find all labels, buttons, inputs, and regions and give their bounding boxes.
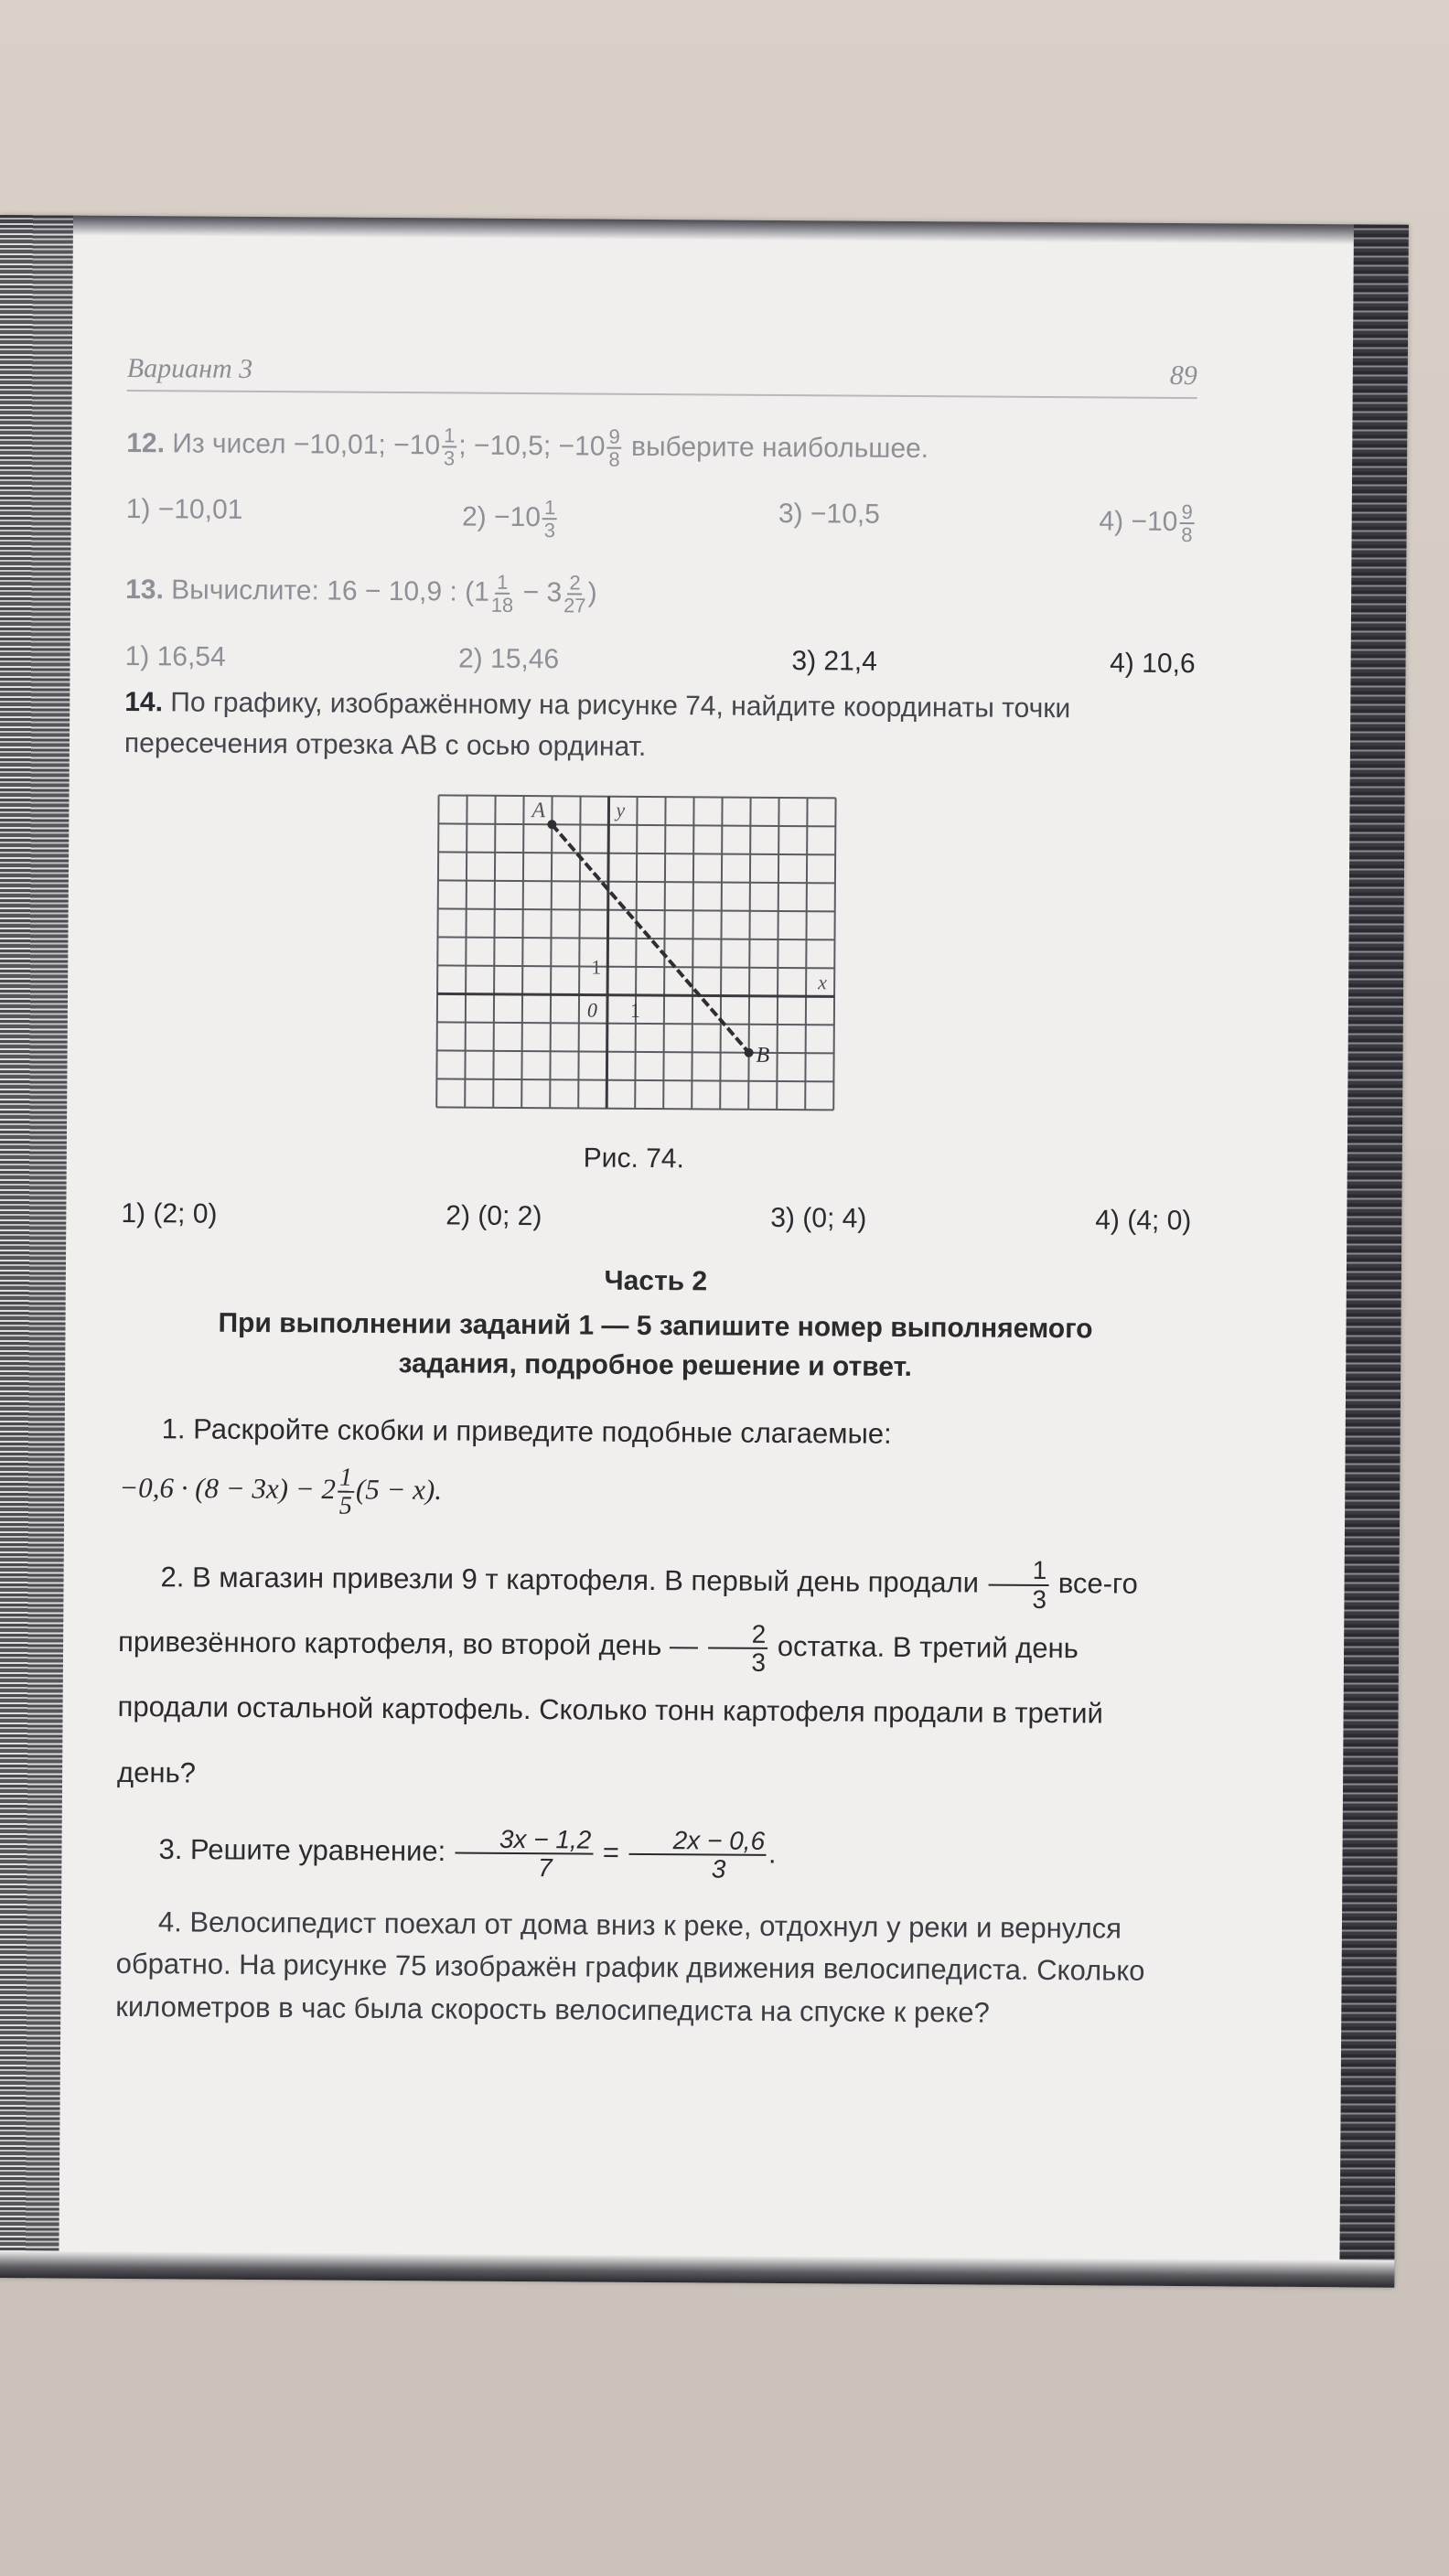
question-13 xyxy=(125,569,1196,620)
q13-answer-3-label: 3) xyxy=(791,645,817,676)
task-4: 4. Велосипедист поехал от дома вниз к реке, отдохнул у реки и вернулся обратно. На рисунке 75 изображён график движения велосипедиста. Сколько километров в час была скорость велосипедиста на спуске к реке? xyxy=(115,1905,1145,2029)
q12-answer-4 xyxy=(1099,501,1197,546)
point-b xyxy=(745,1047,754,1057)
q13-answer-1-label: 1) xyxy=(124,640,150,671)
task-1: 1. Раскройте скобки и приведите подобные слагаемые: xyxy=(161,1411,892,1450)
q13-frac-1-den: 18 xyxy=(490,594,514,617)
q12-answer-4-label: 4) xyxy=(1099,506,1124,537)
variant-title: Вариант 3 xyxy=(126,352,253,384)
q13-answer-3-value: 21,4 xyxy=(823,645,877,677)
q14-answer-1-label: 1) xyxy=(121,1197,146,1229)
task-3-frac-left xyxy=(456,1826,594,1883)
part-2-title: Часть 2 xyxy=(604,1265,708,1296)
y-axis xyxy=(606,796,608,1108)
grid-line-vertical xyxy=(720,797,722,1109)
q12-num-4: −10 xyxy=(558,431,606,462)
q13-expr-c: ) xyxy=(587,577,597,608)
task-2-text-c: остатка. В третий день продали остальной картофель. Сколько тонн картофеля продали в третий день? xyxy=(116,1630,1103,1789)
page-content xyxy=(115,353,1197,2035)
question-12-text-after: выберите наибольшее. xyxy=(630,431,929,465)
q13-answer-1 xyxy=(125,641,226,673)
grid-line-vertical xyxy=(521,796,523,1108)
q14-answer-2-label: 2) xyxy=(445,1199,471,1231)
page-header xyxy=(127,353,1197,399)
q14-answer-3-label: 3) xyxy=(770,1202,796,1233)
q12-answer-3-value: −10,5 xyxy=(810,499,880,530)
label-origin: 0 xyxy=(586,998,598,1022)
task-2-frac-2-den: 3 xyxy=(751,1648,767,1677)
task-3-left-num: 3x − 1,2 xyxy=(456,1826,594,1855)
question-13-text: Вычислите: xyxy=(171,574,319,606)
q13-answer-3 xyxy=(791,646,877,678)
task-2-frac-2-num: 2 xyxy=(708,1620,768,1649)
task-2-frac-1-den: 3 xyxy=(1032,1584,1047,1614)
q12-num-3: −10,5; xyxy=(473,430,552,462)
q14-answer-4-value: (4; 0) xyxy=(1127,1205,1192,1236)
x-axis xyxy=(437,993,834,996)
q13-answer-1-value: 16,54 xyxy=(156,640,226,672)
task-3 xyxy=(116,1823,1186,1886)
q12-answer-3-label: 3) xyxy=(778,499,803,530)
copy-edge-left xyxy=(0,215,73,2279)
question-14 xyxy=(124,682,1196,771)
q14-answer-2-value: (0; 2) xyxy=(478,1200,542,1231)
grid-line-vertical xyxy=(550,796,552,1108)
grid-graph xyxy=(433,791,838,1123)
q13-expr-a: 16 − 10,9 : (1 xyxy=(327,575,489,608)
q12-answer-4-frac xyxy=(1179,501,1195,545)
question-12-answers xyxy=(126,494,1197,545)
grid-line-vertical xyxy=(493,795,495,1107)
task-2-text-b: все-го привезённого картофеля, во второй день — xyxy=(117,1566,1138,1662)
q13-answer-2 xyxy=(458,643,559,675)
q12-frac-2-den: 8 xyxy=(608,447,620,471)
label-a: A xyxy=(531,798,546,822)
q13-expr-b: − 3 xyxy=(515,577,563,608)
q14-answer-2 xyxy=(445,1200,542,1232)
q12-answer-2-den: 3 xyxy=(543,519,556,542)
q12-num-2: −10 xyxy=(393,430,441,461)
grid-line-vertical xyxy=(578,796,580,1108)
task-3-right-num: 2x − 0,6 xyxy=(629,1827,767,1856)
task-3-left-den: 7 xyxy=(537,1853,553,1883)
task-1-frac xyxy=(338,1465,354,1520)
grid-line-vertical xyxy=(833,798,835,1110)
q13-frac-2-num: 2 xyxy=(567,573,582,596)
question-13-number: 13. xyxy=(125,574,164,606)
question-14-text: По графику, изображённому на рисунке 74, найдите координаты точки пересечения отрезка AB с осью ординат. xyxy=(123,686,1071,762)
figure-caption: Рис. 74. xyxy=(583,1143,685,1174)
q12-sep: ; xyxy=(458,430,467,461)
q13-answer-4-value: 10,6 xyxy=(1142,648,1196,679)
q12-answer-2-num: 1 xyxy=(542,497,557,520)
q12-answer-2-label: 2) xyxy=(461,501,487,532)
task-2-text-a: 2. В магазин привезли 9 т картофеля. В первый день продали xyxy=(160,1561,980,1599)
grid-line-vertical xyxy=(465,795,467,1107)
q12-frac-1-den: 3 xyxy=(443,446,456,470)
q13-frac-2 xyxy=(564,573,586,617)
label-unit-y: 1 xyxy=(591,955,602,979)
q13-answer-4-label: 4) xyxy=(1110,648,1134,679)
part-2-instruction xyxy=(120,1303,1191,1390)
q14-answer-1-value: (2; 0) xyxy=(153,1197,218,1229)
q14-answer-3 xyxy=(770,1202,866,1234)
question-12-number: 12. xyxy=(126,427,166,459)
q13-frac-1 xyxy=(491,572,514,616)
q13-frac-1-num: 1 xyxy=(495,572,510,595)
page-number: 89 xyxy=(1169,360,1197,392)
grid-line-vertical xyxy=(748,797,750,1109)
task-1-frac-den: 5 xyxy=(338,1492,352,1521)
q12-answer-2-frac xyxy=(542,497,558,541)
task-3-frac-right xyxy=(628,1827,767,1884)
label-unit-x: 1 xyxy=(629,998,641,1022)
q14-answer-4-label: 4) xyxy=(1095,1204,1121,1236)
grid-line-vertical xyxy=(436,795,438,1107)
q14-answer-1 xyxy=(121,1198,217,1230)
question-12-text-before: Из чисел xyxy=(172,428,286,460)
q12-answer-1-label: 1) xyxy=(125,494,151,525)
q12-answer-4-den: 8 xyxy=(1181,523,1193,547)
q12-answer-4-value: −10 xyxy=(1131,506,1178,538)
q12-frac-2-num: 9 xyxy=(606,426,621,449)
q14-answer-3-value: (0; 4) xyxy=(802,1202,867,1234)
question-14-answers xyxy=(121,1198,1191,1237)
task-3-end: . xyxy=(767,1837,777,1870)
q12-num-1: −10,01; xyxy=(293,429,386,460)
task-1-expr-b: (5 − x). xyxy=(355,1473,443,1506)
point-a xyxy=(547,820,556,829)
q13-frac-2-den: 27 xyxy=(564,594,586,617)
grid-line-vertical xyxy=(635,796,637,1108)
task-3-equals: = xyxy=(602,1836,620,1869)
q12-answer-1-value: −10,01 xyxy=(157,494,243,526)
question-13-answers xyxy=(125,641,1196,680)
page-sheet xyxy=(0,215,1409,2288)
q12-answer-4-num: 9 xyxy=(1179,501,1194,524)
q12-answer-2-value: −10 xyxy=(493,501,542,533)
task-2-frac-2 xyxy=(707,1620,767,1676)
task-1-expression xyxy=(119,1463,1189,1526)
task-2 xyxy=(117,1544,1189,1812)
label-y-axis: y xyxy=(616,798,626,821)
grid-line-vertical xyxy=(805,798,807,1110)
task-3-right-den: 3 xyxy=(711,1854,726,1884)
task-2-frac-1 xyxy=(988,1557,1048,1613)
question-12 xyxy=(126,423,1197,474)
q12-frac-1 xyxy=(442,424,457,468)
q12-answer-3 xyxy=(778,499,880,543)
q13-answer-2-label: 2) xyxy=(457,643,483,674)
grid-line-vertical xyxy=(692,797,693,1109)
q12-answer-1 xyxy=(126,494,243,539)
grid-lines xyxy=(436,795,835,1110)
q12-answer-2 xyxy=(462,497,560,542)
part-2-instruction-line-1: При выполнении заданий 1 — 5 запишите номер выполняемого xyxy=(218,1307,1093,1344)
q14-answer-4 xyxy=(1095,1205,1191,1237)
part-2-instruction-line-2: задания, подробное решение и ответ. xyxy=(398,1348,913,1383)
task-2-frac-1-num: 1 xyxy=(989,1557,1049,1586)
q12-frac-1-num: 1 xyxy=(442,424,456,447)
q13-answer-2-value: 15,46 xyxy=(489,643,560,674)
label-x-axis: x xyxy=(818,970,828,993)
task-1-expr-a: −0,6 · (8 − 3x) − 2 xyxy=(119,1471,337,1506)
q12-frac-2 xyxy=(606,426,622,470)
grid-line-vertical xyxy=(777,798,778,1110)
q13-answer-4 xyxy=(1110,648,1196,680)
label-b: B xyxy=(756,1043,770,1068)
task-1-frac-num: 1 xyxy=(338,1465,354,1494)
task-3-text: 3. Решите уравнение: xyxy=(158,1832,446,1868)
figure-74 xyxy=(433,791,838,1175)
question-14-number: 14. xyxy=(124,686,164,717)
